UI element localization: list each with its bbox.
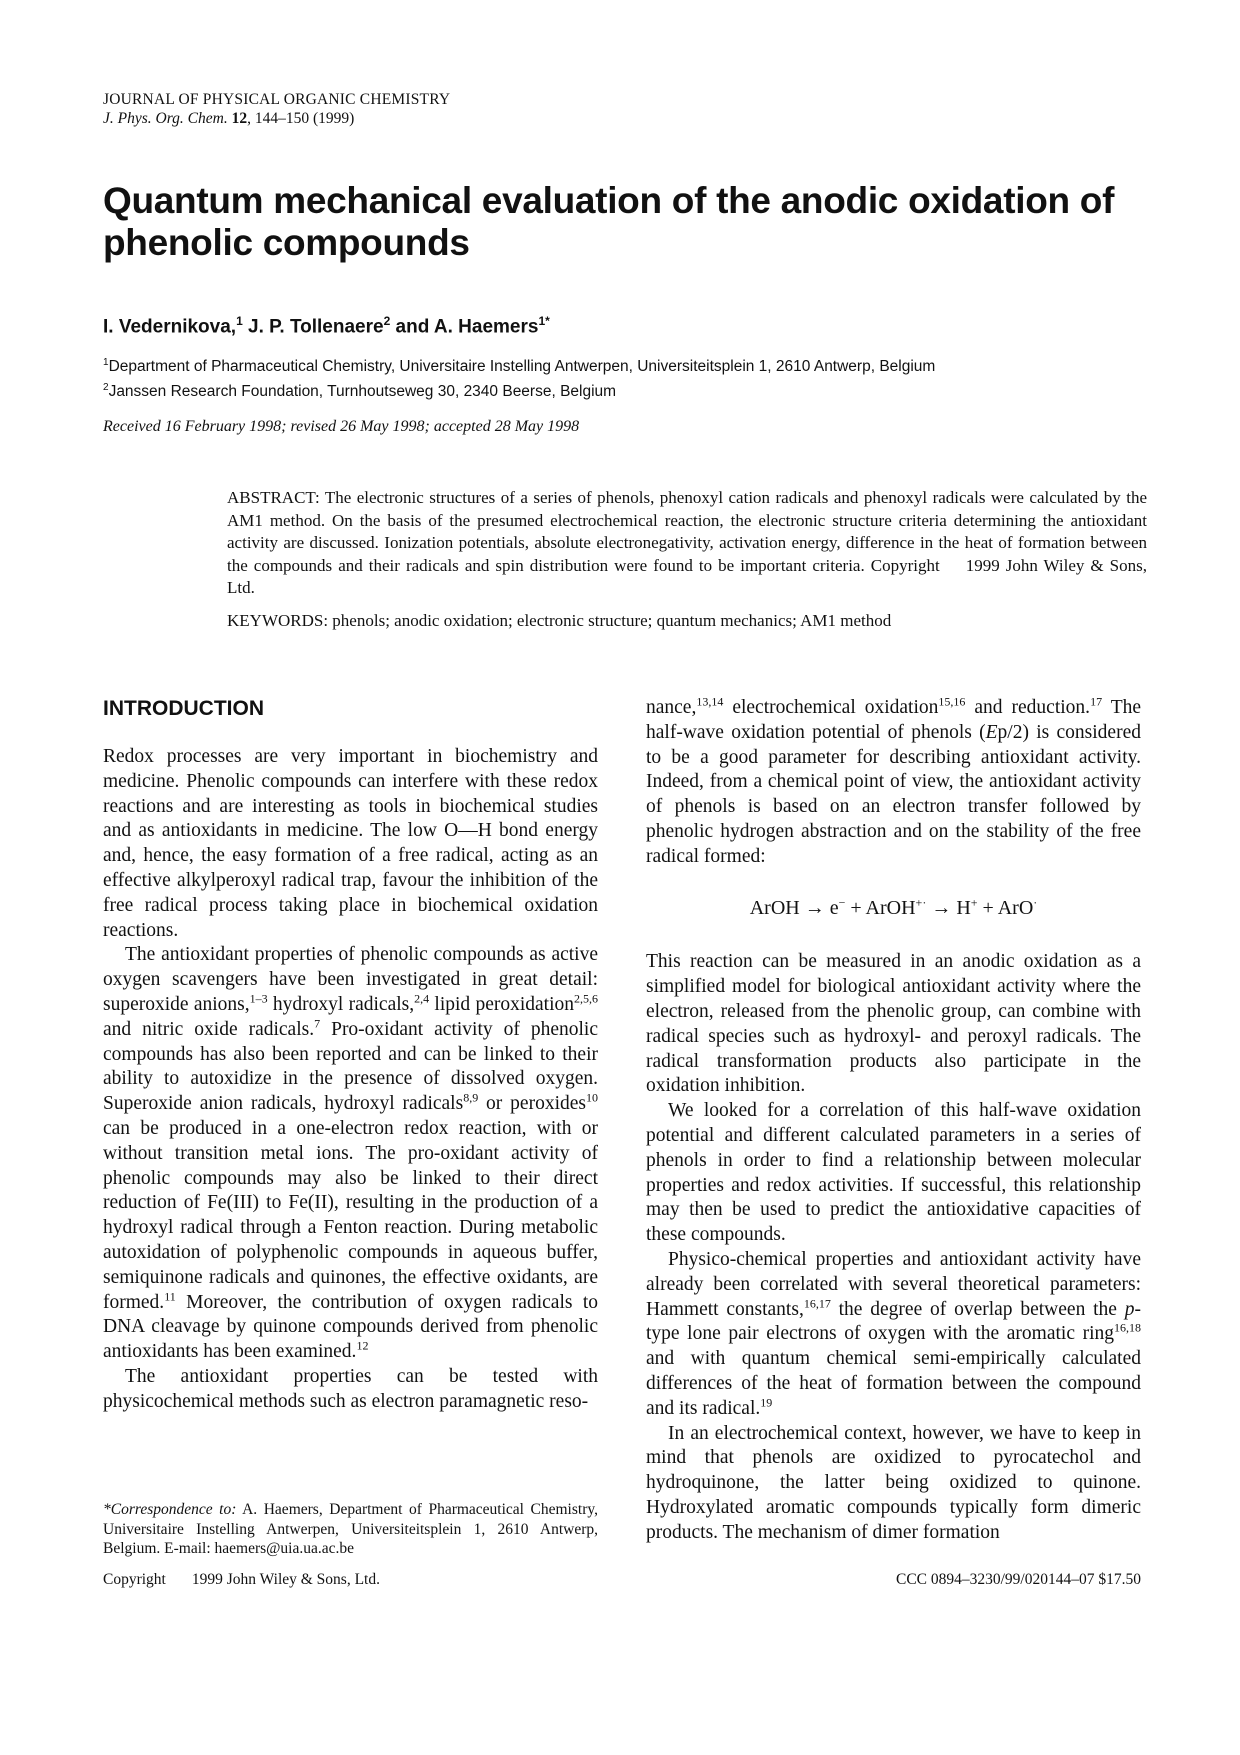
paragraph: In an electrochemical context, however, we have to keep in mind that phenols are oxidized to pyrocatechol and hydroquinone, the latter being oxidized to quinone. Hydroxylated aromatic compounds typically form dimeric products. The mechanism of dimer formation (646, 1422, 1141, 1543)
affiliations (103, 352, 935, 402)
paragraph: The antioxidant properties can be tested with physicochemical methods such as electron paramagnetic reso- (103, 1365, 598, 1412)
paragraph: nance,$^{13,14}$ electrochemical oxidation$^{15,16}$ and reduction.$^{17}$ The half-wave oxidation potential of phenols (Ep/2) is considered to be a good parameter for describing antioxidant activity. Indeed, from a chemical point of view, the antioxidant activity of phenols is based on an electron transfer followed by phenolic hydrogen abstraction and on the stability of the free radical formed: (646, 694, 1142, 867)
paragraph: This reaction can be measured in an anodic oxidation as a simplified model for biological antioxidant activity where the electron, released from the phenolic group, can combine with radical species such as hydroxyl- and peroxyl radicals. The radical transformation products also participate in the oxidation inhibition. (646, 951, 1141, 1097)
affiliation-2: $^2$Janssen Research Foundation, Turnhoutseweg 30, 2340 Beerse, Belgium (103, 382, 617, 401)
author-list: I. Vedernikova,$^1$ J. P. Tollenaere$^2$ and A. Haemers$^{1*}$ (103, 314, 550, 338)
journal-header (103, 90, 450, 128)
paragraph: Physico-chemical properties and antioxidant activity have already been correlated with several theoretical parameters: Hammett constants,$^{16,17}$ the degree of overlap between the p-type lone pair electrons of oxygen with the aromatic ring$^{16,18}$ and with quantum chemical semi-empirically calculated differences of the heat of formation between the compound and its radical.$^{19}$ (646, 1248, 1141, 1419)
journal-name: JOURNAL OF PHYSICAL ORGANIC CHEMISTRY (103, 91, 451, 108)
paragraph: The antioxidant properties of phenolic compounds as active oxygen scavengers have been investigated in great detail: superoxide anions,$^{1-3}$ hydroxyl radicals,$^{2,4}$ lipid peroxidation$^{2,5,6}$ and nitric oxide radicals.$^7$ Pro-oxidant activity of phenolic compounds has also been reported and can be linked to their ability to autoxidize in the presence of dissolved oxygen. Superoxide anion radicals, hydroxyl radicals$^{8,9}$ or peroxides$^{10}$ can be produced in a one-electron redox reaction, with or without transition metal ions. The pro-oxidant activity of phenolic compounds may also be linked to their direct reduction of Fe(III) to Fe(II), resulting in the production of a hydroxyl radical through a Fenton reaction. During metabolic autoxidation of polyphenolic compounds in aqueous buffer, semiquinone radicals and quinones, the effective oxidants, are formed.$^{11}$ Moreover, the contribution of oxygen radicals to DNA cleavage by quinone compounds derived from phenolic antioxidants has been examined.$^{12}$ (103, 944, 598, 1363)
affiliation-1: $^1$Department of Pharmaceutical Chemistry, Universitaire Instelling Antwerpen, Universiteitsplein 1, 2610 Antwerp, Belgium (103, 357, 936, 376)
paragraph: We looked for a correlation of this half-wave oxidation potential and different calculated parameters in a series of phenols in order to find a relationship between molecular properties and redox activities. If successful, this relationship may then be used to predict the antioxidative capacities of these compounds. (646, 1100, 1141, 1246)
footer-ccc-code: CCC 0894–3230/99/020144–07 $17.50 (895, 1571, 1141, 1588)
footer-copyright: Copyright 1999 John Wiley & Sons, Ltd. (103, 1571, 380, 1588)
section-heading-introduction: INTRODUCTION (103, 697, 264, 720)
correspondence-footnote: *Correspondence to: A. Haemers, Department of Pharmaceutical Chemistry, Universitaire Instelling Antwerpen, Universiteitsplein 1, 2610 Antwerp, Belgium. E-mail: haemers@uia.ua.ac.be (103, 1501, 598, 1557)
right-column (646, 696, 1141, 1546)
journal-citation: J. Phys. Org. Chem. 12, 144–150 (1999) (103, 110, 355, 127)
keywords: KEYWORDS: phenols; anodic oxidation; electronic structure; quantum mechanics; AM1 method (227, 611, 892, 630)
received-dates: Received 16 February 1998; revised 26 May 1998; accepted 28 May 1998 (103, 418, 580, 435)
paragraph: Redox processes are very important in biochemistry and medicine. Phenolic compounds can interfere with these redox reactions and are interesting as tools in biochemical studies and as antioxidants in medicine. The low O—H bond energy and, hence, the easy formation of a free radical, acting as an effective alkylperoxyl radical trap, favour the inhibition of the free radical process taking place in biochemical oxidation reactions. (103, 746, 598, 941)
reaction-equation: ArOH → e− + ArOH+· → H+ + ArO· (749, 894, 1038, 919)
left-column (103, 745, 598, 1415)
abstract: ABSTRACT: The electronic structures of a series of phenols, phenoxyl cation radicals and phenoxyl radicals were calculated by the AM1 method. On the basis of the presumed electrochemical reaction, the electronic structure criteria determining the antioxidant activity are discussed. Ionization potentials, absolute electronegativity, activation energy, difference in the heat of formation between the compounds and their radicals and spin distribution were found to be important criteria. Copyright 1999 John Wiley & Sons, Ltd. (227, 488, 1147, 597)
paper-title: Quantum mechanical evaluation of the anodic oxidation of phenolic compounds (103, 180, 1115, 263)
